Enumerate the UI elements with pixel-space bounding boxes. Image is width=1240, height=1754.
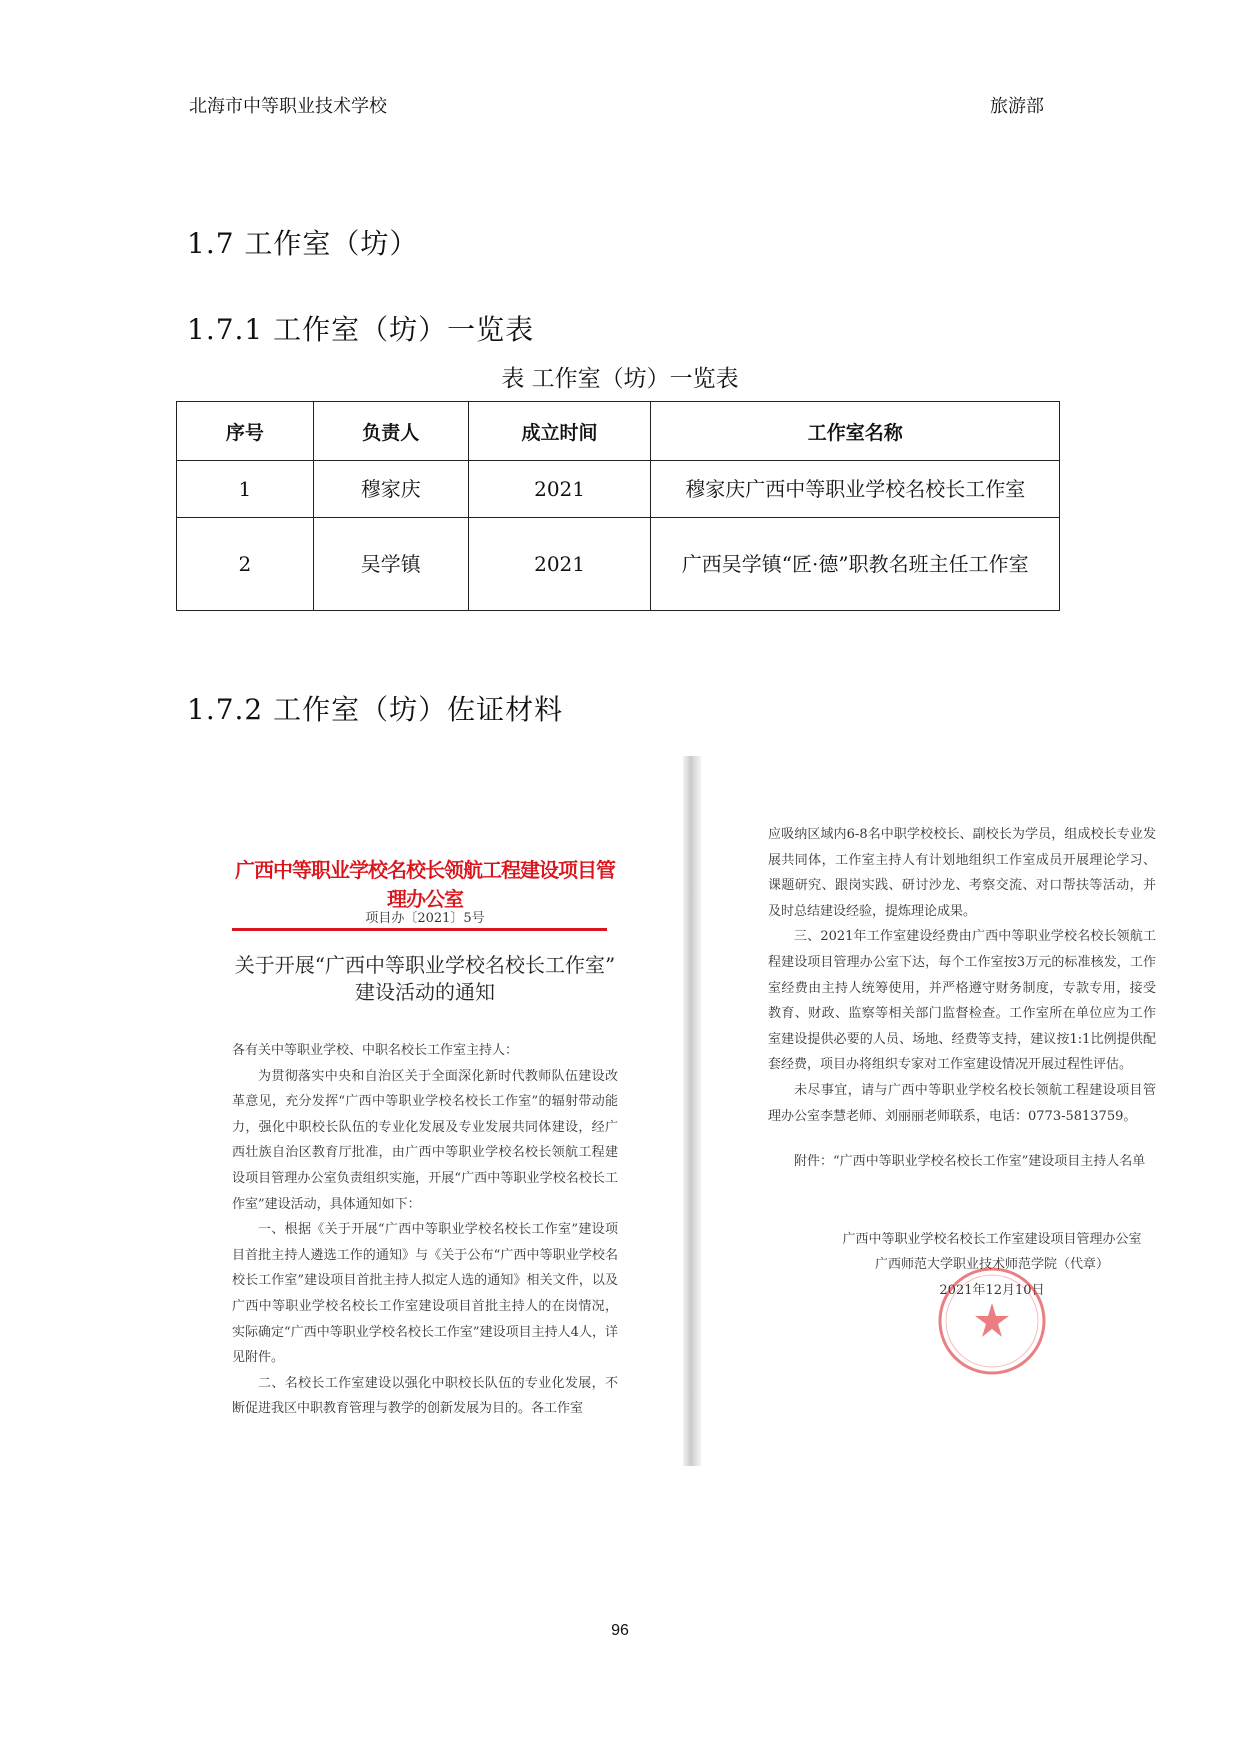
notice-paragraph: 应吸纳区域内6-8名中职学校校长、副校长为学员，组成校长专业发展共同体，工作室主持人有计划地组织工作室成员开展理论学习、课题研究、跟岗实践、研讨沙龙、考察交流、对口帮扶等活动，并及时总结建设经验，提炼理论成果。 [768, 827, 1156, 919]
table-header-row [177, 402, 1060, 461]
cell-index: 1 [177, 461, 314, 518]
col-header-studio-name: 工作室名称 [651, 402, 1060, 461]
subsection-title-evidence: 1.7.2 工作室（坊）佐证材料 [187, 693, 564, 726]
studio-list-table [176, 401, 1060, 611]
notice-title-line: 建设活动的通知 [355, 980, 495, 1004]
subsection-title-list: 1.7.1 工作室（坊）一览表 [187, 313, 535, 346]
cell-founded: 2021 [468, 461, 651, 518]
cell-founded: 2021 [468, 518, 651, 611]
cell-leader: 吴学镇 [313, 518, 468, 611]
signature-agent: 广西师范大学职业技术师范学院（代章） [874, 1257, 1109, 1273]
page-number: 96 [611, 1622, 629, 1639]
notice-red-rule [232, 928, 607, 931]
cell-studio-name: 穆家庆广西中等职业学校名校长工作室 [651, 461, 1060, 518]
header-school-name: 北海市中等职业技术学校 [189, 96, 387, 117]
notice-paragraph: 一、根据《关于开展“广西中等职业学校名校长工作室”建设项目首批主持人遴选工作的通知》与《关于公布“广西中等职业学校名校长工作室”建设项目首批主持人拟定人选的通知》相关文件，以及广西中等职业学校名校长工作室建设项目首批主持人的在岗情况，实际确定“广西中等职业学校名校长工作室”建设项目主持人4人，详见附件。 [232, 1222, 618, 1366]
table-row [177, 461, 1060, 518]
scan-page-gutter [683, 756, 701, 1466]
notice-title-line: 关于开展“广西中等职业学校名校长工作室” [234, 953, 616, 977]
notice-left-page-body [232, 1038, 618, 1422]
cell-index: 2 [177, 518, 314, 611]
table-caption: 表 工作室（坊）一览表 [501, 366, 739, 392]
notice-right-page-body [768, 822, 1156, 1304]
notice-attachment: 附件：“广西中等职业学校名校长工作室”建设项目主持人名单 [794, 1154, 1146, 1170]
header-department: 旅游部 [990, 96, 1044, 117]
notice-paragraph: 未尽事宜，请与广西中等职业学校名校长领航工程建设项目管理办公室李慧老师、刘丽丽老师联系，电话：0773-5813759。 [768, 1082, 1156, 1124]
notice-salutation: 各有关中等职业学校、中职名校长工作室主持人： [232, 1043, 519, 1058]
col-header-leader: 负责人 [313, 402, 468, 461]
signature-issuer: 广西中等职业学校名校长工作室建设项目管理办公室 [842, 1231, 1142, 1247]
table-row [177, 518, 1060, 611]
notice-paragraph: 二、名校长工作室建设以强化中职校长队伍的专业化发展，不断促进我区中职教育管理与教学的创新发展为目的。各工作室 [232, 1375, 618, 1417]
col-header-founded: 成立时间 [468, 402, 651, 461]
notice-paragraph: 三、2021年工作室建设经费由广西中等职业学校名校长领航工程建设项目管理办公室下达，每个工作室按3万元的标准核发，工作室经费由主持人统筹使用，并严格遵守财务制度，专款专用，接受教育、财政、监察等相关部门监督检查。工作室所在单位应为工作室建设提供必要的人员、场地、经费等支持，建议按1:1比例提供配套经费，项目办将组织专家对工作室建设情况开展过程性评估。 [768, 929, 1156, 1073]
cell-studio-name: 广西吴学镇“匠·德”职教名班主任工作室 [651, 518, 1060, 611]
col-header-index: 序号 [177, 402, 314, 461]
notice-paragraph: 为贯彻落实中央和自治区关于全面深化新时代教师队伍建设改革意见，充分发挥“广西中等职业学校名校长工作室”的辐射带动能力，强化中职校长队伍的专业化发展及专业发展共同体建设，经广西壮族自治区教育厅批准，由广西中等职业学校名校长领航工程建设项目管理办公室负责组织实施，开展“广西中等职业学校名校长工作室”建设活动，具体通知如下： [232, 1068, 618, 1212]
notice-title [232, 952, 618, 1006]
notice-issuer-header: 广西中等职业学校名校长领航工程建设项目管理办公室 [235, 858, 615, 911]
notice-doc-number: 项目办〔2021〕5号 [365, 911, 485, 926]
signature-date: 2021年12月10日 [939, 1282, 1045, 1298]
official-seal-icon [936, 1265, 1048, 1377]
section-title: 1.7 工作室（坊） [187, 227, 419, 260]
cell-leader: 穆家庆 [313, 461, 468, 518]
